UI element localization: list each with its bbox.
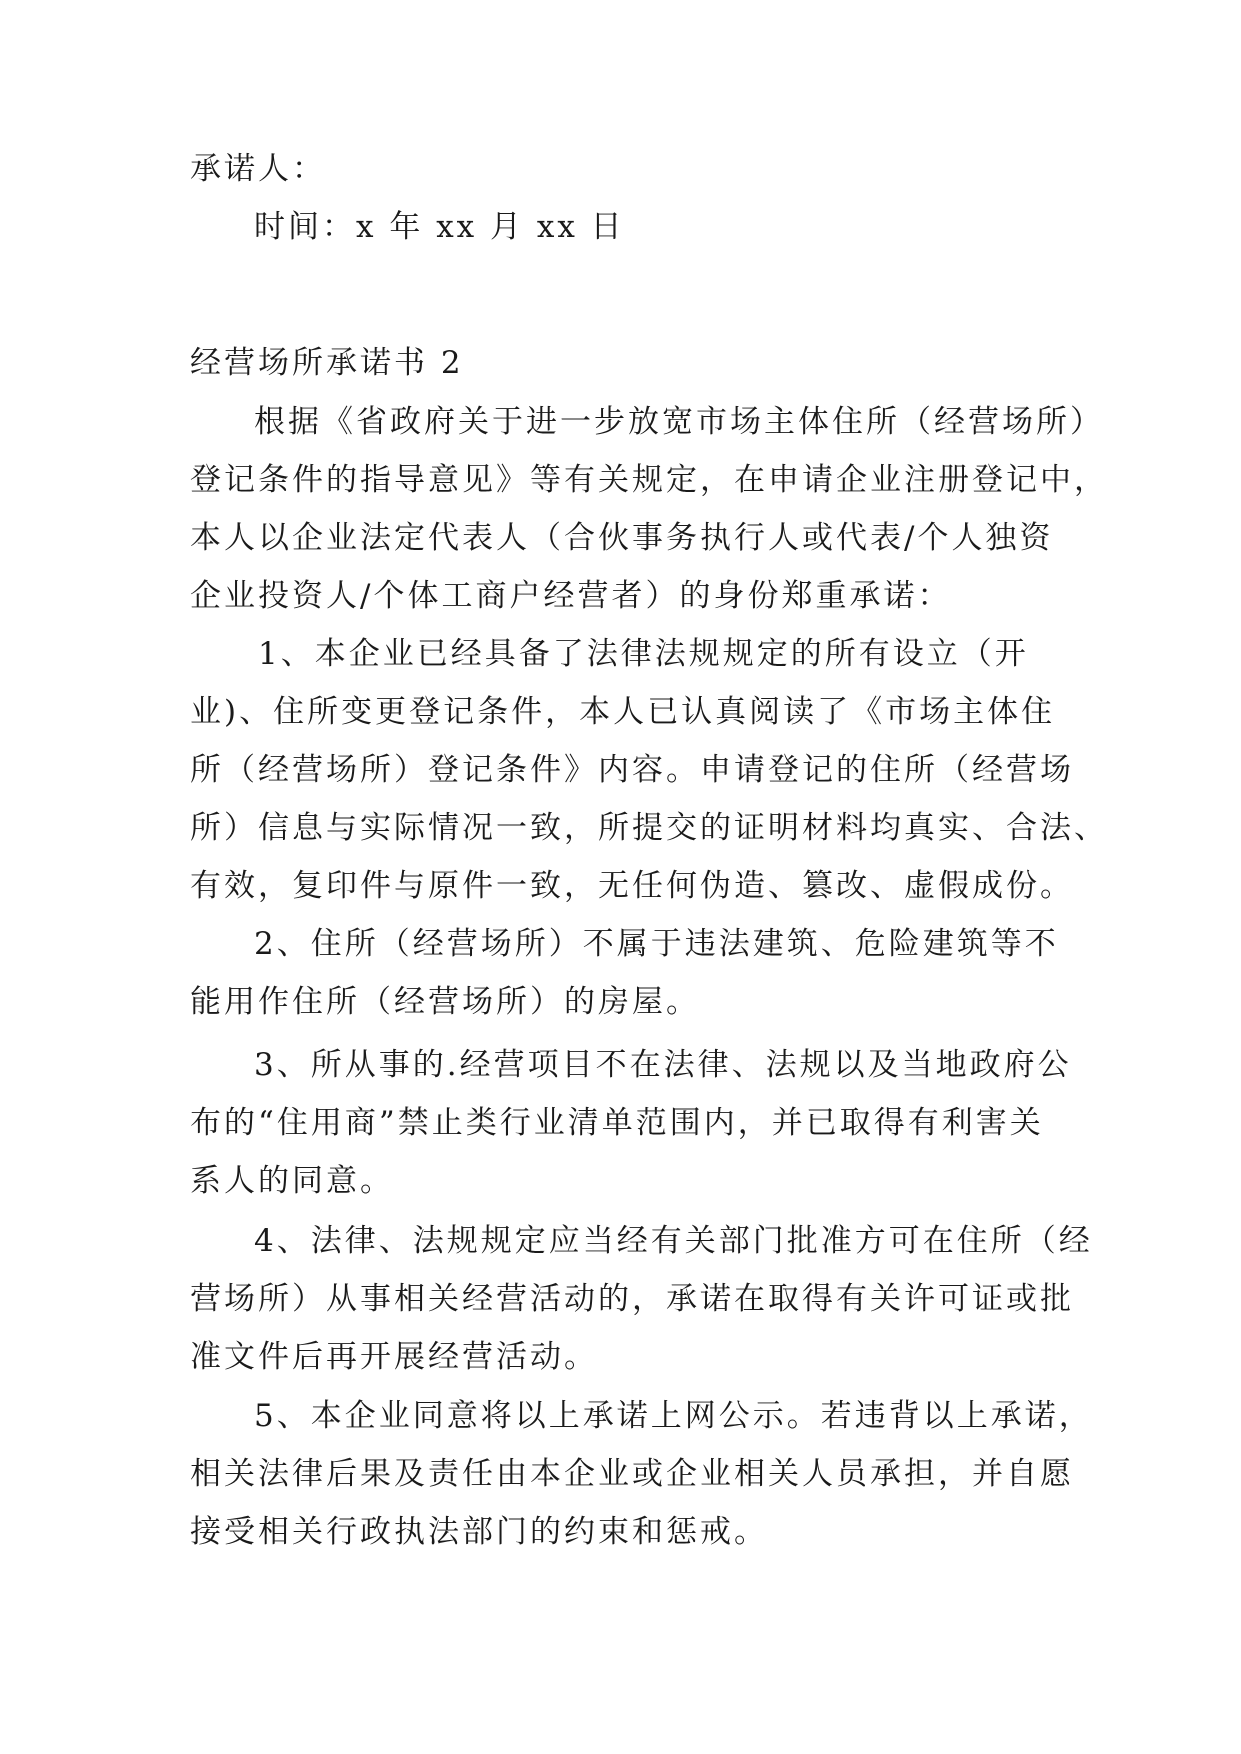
item-5-paragraph xyxy=(190,1387,1093,1561)
intro-line: 本人以企业法定代表人（合伙事务执行人或代表/个人独资 xyxy=(190,520,1054,556)
intro-line: 根据《省政府关于进一步放宽市场主体住所（经营场所） xyxy=(254,404,1104,440)
item-3-line: 布的“住用商”禁止类行业清单范围内，并已取得有利害关 xyxy=(190,1105,1044,1141)
item-2-line: 2、住所（经营场所）不属于违法建筑、危险建筑等不 xyxy=(254,926,1059,962)
item-5-line: 接受相关行政执法部门的约束和惩戒。 xyxy=(190,1514,768,1550)
item-3-paragraph xyxy=(190,1036,1072,1210)
item-4-line: 营场所）从事相关经营活动的，承诺在取得有关许可证或批 xyxy=(190,1281,1074,1317)
item-3-line: 3、所从事的.经营项目不在法律、法规以及当地政府公 xyxy=(254,1047,1072,1083)
item-4-paragraph xyxy=(190,1212,1093,1386)
item-1-line: 业)、住所变更登记条件，本人已认真阅读了《市场主体住 xyxy=(190,694,1056,730)
item-1-line: 有效，复印件与原件一致，无任何伪造、篡改、虚假成份。 xyxy=(190,868,1074,904)
item-4-line: 4、法律、法规规定应当经有关部门批准方可在住所（经 xyxy=(254,1223,1093,1259)
item-4-line: 准文件后再开展经营活动。 xyxy=(190,1339,598,1375)
intro-line: 企业投资人/个体工商户经营者）的身份郑重承诺： xyxy=(190,578,952,614)
item-1-line: 所）信息与实际情况一致，所提交的证明材料均真实、合法、 xyxy=(190,810,1108,846)
item-1-line: 1、本企业已经具备了法律法规规定的所有设立（开 xyxy=(258,636,1029,672)
item-2-line: 能用作住所（经营场所）的房屋。 xyxy=(190,984,700,1020)
item-1-line: 所（经营场所）登记条件》内容。申请登记的住所（经营场 xyxy=(190,752,1074,788)
promisor-label: 承诺人： xyxy=(190,151,326,187)
date-line: 时间：x 年 xx 月 xx 日 xyxy=(254,209,625,245)
item-5-line: 5、本企业同意将以上承诺上网公示。若违背以上承诺， xyxy=(254,1398,1093,1434)
signature-block xyxy=(190,140,1060,256)
item-3-line: 系人的同意。 xyxy=(190,1163,394,1199)
intro-paragraph xyxy=(190,393,1108,625)
intro-line: 登记条件的指导意见》等有关规定，在申请企业注册登记中， xyxy=(190,462,1108,498)
document-title: 经营场所承诺书 2 xyxy=(190,345,464,381)
item-5-line: 相关法律后果及责任由本企业或企业相关人员承担，并自愿 xyxy=(190,1456,1074,1492)
document-title-block xyxy=(190,334,1060,392)
item-2-paragraph xyxy=(190,915,1060,1031)
item-1-paragraph xyxy=(190,625,1108,915)
